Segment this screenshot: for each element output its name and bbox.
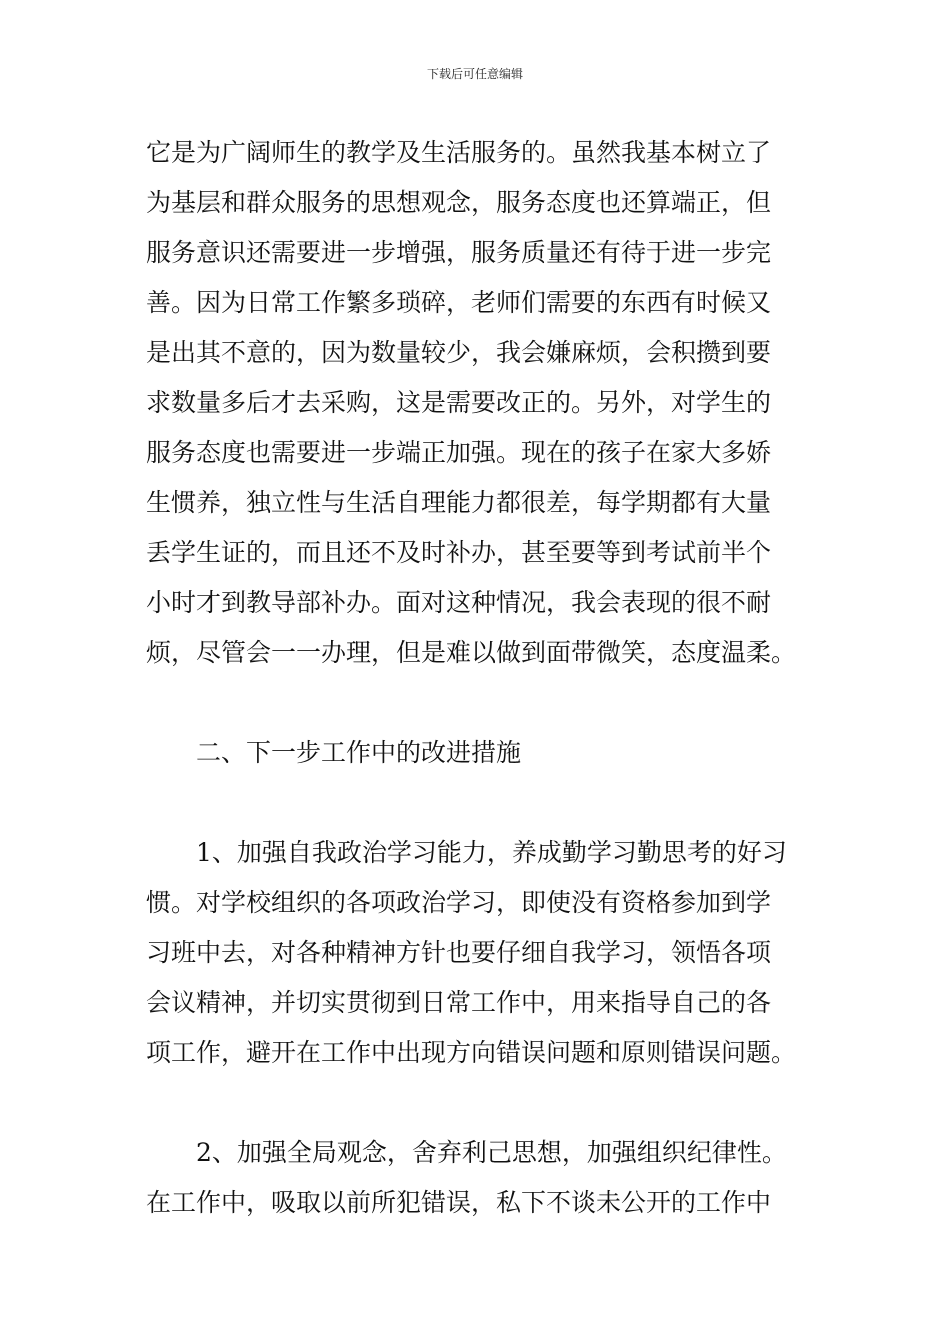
text-line: 是出其不意的，因为数量较少，我会嫌麻烦，会积攒到要 bbox=[146, 338, 772, 367]
text-line: 习班中去，对各种精神方针也要仔细自我学习，领悟各项 bbox=[146, 938, 772, 967]
text-line: 服务意识还需要进一步增强，服务质量还有待于进一步完 bbox=[146, 238, 772, 267]
text-line: 为基层和群众服务的思想观念，服务态度也还算端正，但 bbox=[146, 188, 772, 217]
text-line: 服务态度也需要进一步端正加强。现在的孩子在家大多娇 bbox=[146, 438, 772, 467]
text-line: 项工作，避开在工作中出现方向错误问题和原则错误问题。 bbox=[146, 1038, 797, 1067]
text-line: 丢学生证的，而且还不及时补办，甚至要等到考试前半个 bbox=[146, 538, 772, 567]
text-line: 善。因为日常工作繁多琐碎，老师们需要的东西有时候又 bbox=[146, 288, 772, 317]
text-line: 会议精神，并切实贯彻到日常工作中，用来指导自己的各 bbox=[146, 988, 772, 1017]
text-line: 1、加强自我政治学习能力，养成勤学习勤思考的好习 bbox=[196, 838, 787, 867]
paragraph bbox=[146, 128, 808, 678]
numbered-item bbox=[146, 828, 808, 1078]
text-line: 在工作中，吸取以前所犯错误，私下不谈未公开的工作中 bbox=[146, 1188, 772, 1217]
paragraph-gap bbox=[146, 1078, 808, 1128]
text-line: 生惯养，独立性与生活自理能力都很差，每学期都有大量 bbox=[146, 488, 772, 517]
numbered-item bbox=[146, 1128, 808, 1228]
text-line: 2、加强全局观念，舍弃利己思想，加强组织纪律性。 bbox=[196, 1138, 787, 1167]
text-line: 烦，尽管会一一办理，但是难以做到面带微笑，态度温柔。 bbox=[146, 638, 797, 667]
paragraph-gap bbox=[146, 678, 808, 728]
text-line: 求数量多后才去采购，这是需要改正的。另外，对学生的 bbox=[146, 388, 772, 417]
text-line: 惯。对学校组织的各项政治学习，即使没有资格参加到学 bbox=[146, 888, 772, 917]
document-body bbox=[146, 128, 808, 1228]
text-line: 小时才到教导部补办。面对这种情况，我会表现的很不耐 bbox=[146, 588, 772, 617]
paragraph-gap bbox=[146, 778, 808, 828]
page-header: 下载后可任意编辑 bbox=[426, 67, 523, 81]
section-heading: 二、下一步工作中的改进措施 bbox=[196, 738, 522, 767]
text-line: 它是为广阔师生的教学及生活服务的。虽然我基本树立了 bbox=[146, 138, 772, 167]
